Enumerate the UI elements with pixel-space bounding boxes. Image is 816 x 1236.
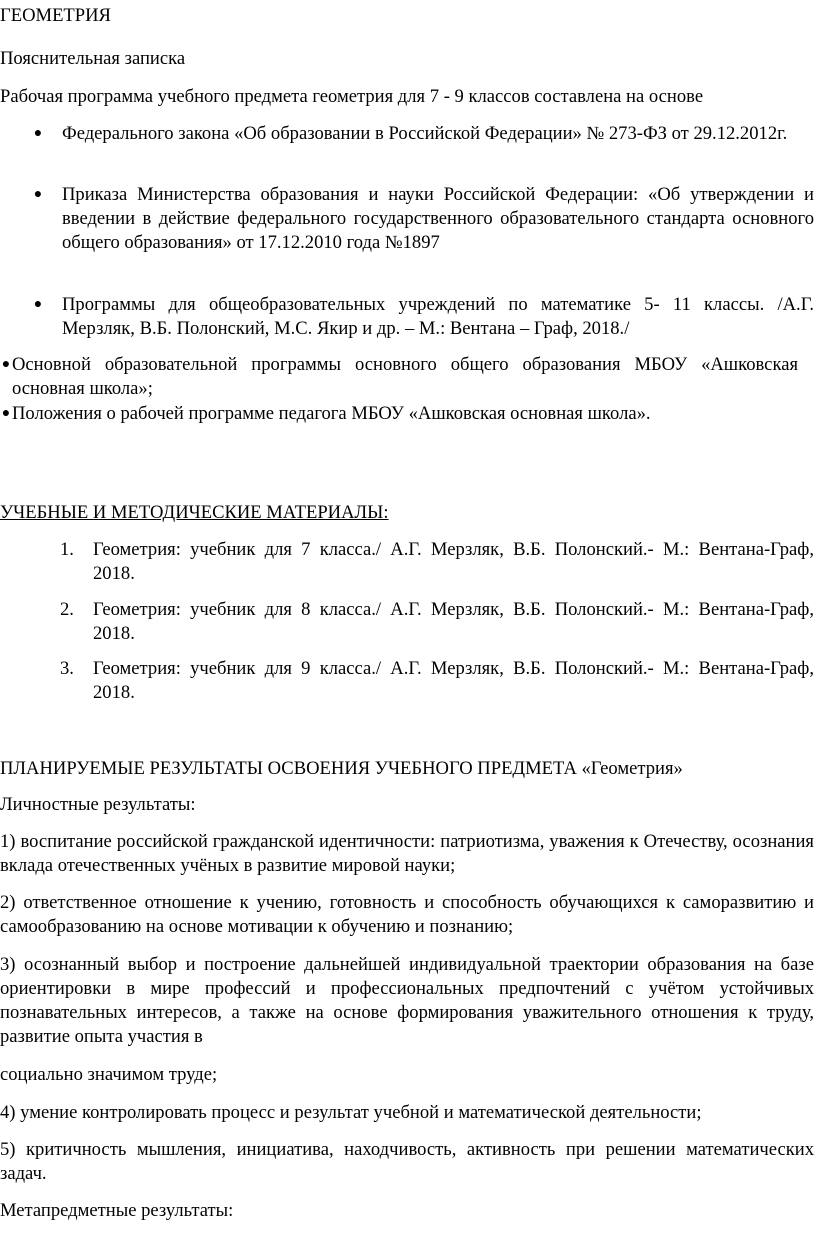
basis-item-text: Положения о рабочей программе педагога МБОУ «Ашковская основная школа». xyxy=(12,403,651,424)
basis-item-text: Приказа Министерства образования и науки Российской Федерации: «Об утверждении и введении в действие федерального государственного образовательного стандарта основного общего образования» от 17.12.2010 года №1897 xyxy=(62,184,814,253)
bullet-icon: ● xyxy=(33,297,43,312)
basis-item-text: Основной образовательной программы основного общего образования МБОУ «Ашковская основная школа»; xyxy=(12,354,798,399)
bullet-icon: ● xyxy=(33,187,43,202)
bullet-icon: ● xyxy=(1,406,11,421)
note-heading: Пояснительная записка xyxy=(0,48,186,69)
basis-item-text: Федерального закона «Об образовании в Российской Федерации» № 273-ФЗ от 29.12.2012г. xyxy=(62,123,788,144)
materials-item-number: 3. xyxy=(60,658,74,679)
materials-item-number: 1. xyxy=(60,539,74,560)
materials-item-text: Геометрия: учебник для 7 класса./ А.Г. Мерзляк, В.Б. Полонский.- М.: Вентана-Граф, 2018. xyxy=(93,539,814,584)
bullet-icon: ● xyxy=(1,357,11,372)
materials-heading: УЧЕБНЫЕ И МЕТОДИЧЕСКИЕ МАТЕРИАЛЫ: xyxy=(0,502,389,523)
intro-paragraph: Рабочая программа учебного предмета геометрия для 7 - 9 классов составлена на основе xyxy=(0,86,704,107)
document-title: ГЕОМЕТРИЯ xyxy=(0,5,111,26)
personal-heading: Личностные результаты: xyxy=(0,794,196,815)
meta-heading: Метапредметные результаты: xyxy=(0,1200,234,1221)
personal-result-3: 3) осознанный выбор и построение дальнейшей индивидуальной траектории образования на базе ориентировки в мире профессий и профессиональных предпочтений с учётом устойчивых познавательных интересов, а также на основе формирования уважительного отношения к труду, развитие опыта участия в xyxy=(0,954,814,1047)
materials-item-number: 2. xyxy=(60,599,74,620)
personal-result-3-continued: социально значимом труде; xyxy=(0,1064,218,1085)
personal-result-1: 1) воспитание российской гражданской идентичности: патриотизма, уважения к Отечеству, осознания вклада отечественных учёных в развитие мировой науки; xyxy=(0,831,814,876)
personal-result-4: 4) умение контролировать процесс и результат учебной и математической деятельности; xyxy=(0,1102,702,1123)
materials-item-text: Геометрия: учебник для 8 класса./ А.Г. Мерзляк, В.Б. Полонский.- М.: Вентана-Граф, 2018. xyxy=(93,599,814,644)
basis-item-text: Программы для общеобразовательных учреждений по математике 5- 11 классы. /А.Г. Мерзляк, В.Б. Полонский, М.С. Якир и др. – М.: Вентана – Граф, 2018./ xyxy=(62,294,814,339)
personal-result-5: 5) критичность мышления, инициатива, находчивость, активность при решении математических задач. xyxy=(0,1139,814,1184)
results-heading: ПЛАНИРУЕМЫЕ РЕЗУЛЬТАТЫ ОСВОЕНИЯ УЧЕБНОГО ПРЕДМЕТА «Геометрия» xyxy=(0,758,683,779)
materials-item-text: Геометрия: учебник для 9 класса./ А.Г. Мерзляк, В.Б. Полонский.- М.: Вентана-Граф, 2018. xyxy=(93,658,814,703)
personal-result-2: 2) ответственное отношение к учению, готовность и способность обучающихся к саморазвитию и самообразованию на основе мотивации к обучению и познанию; xyxy=(0,892,814,937)
bullet-icon: ● xyxy=(33,126,43,141)
